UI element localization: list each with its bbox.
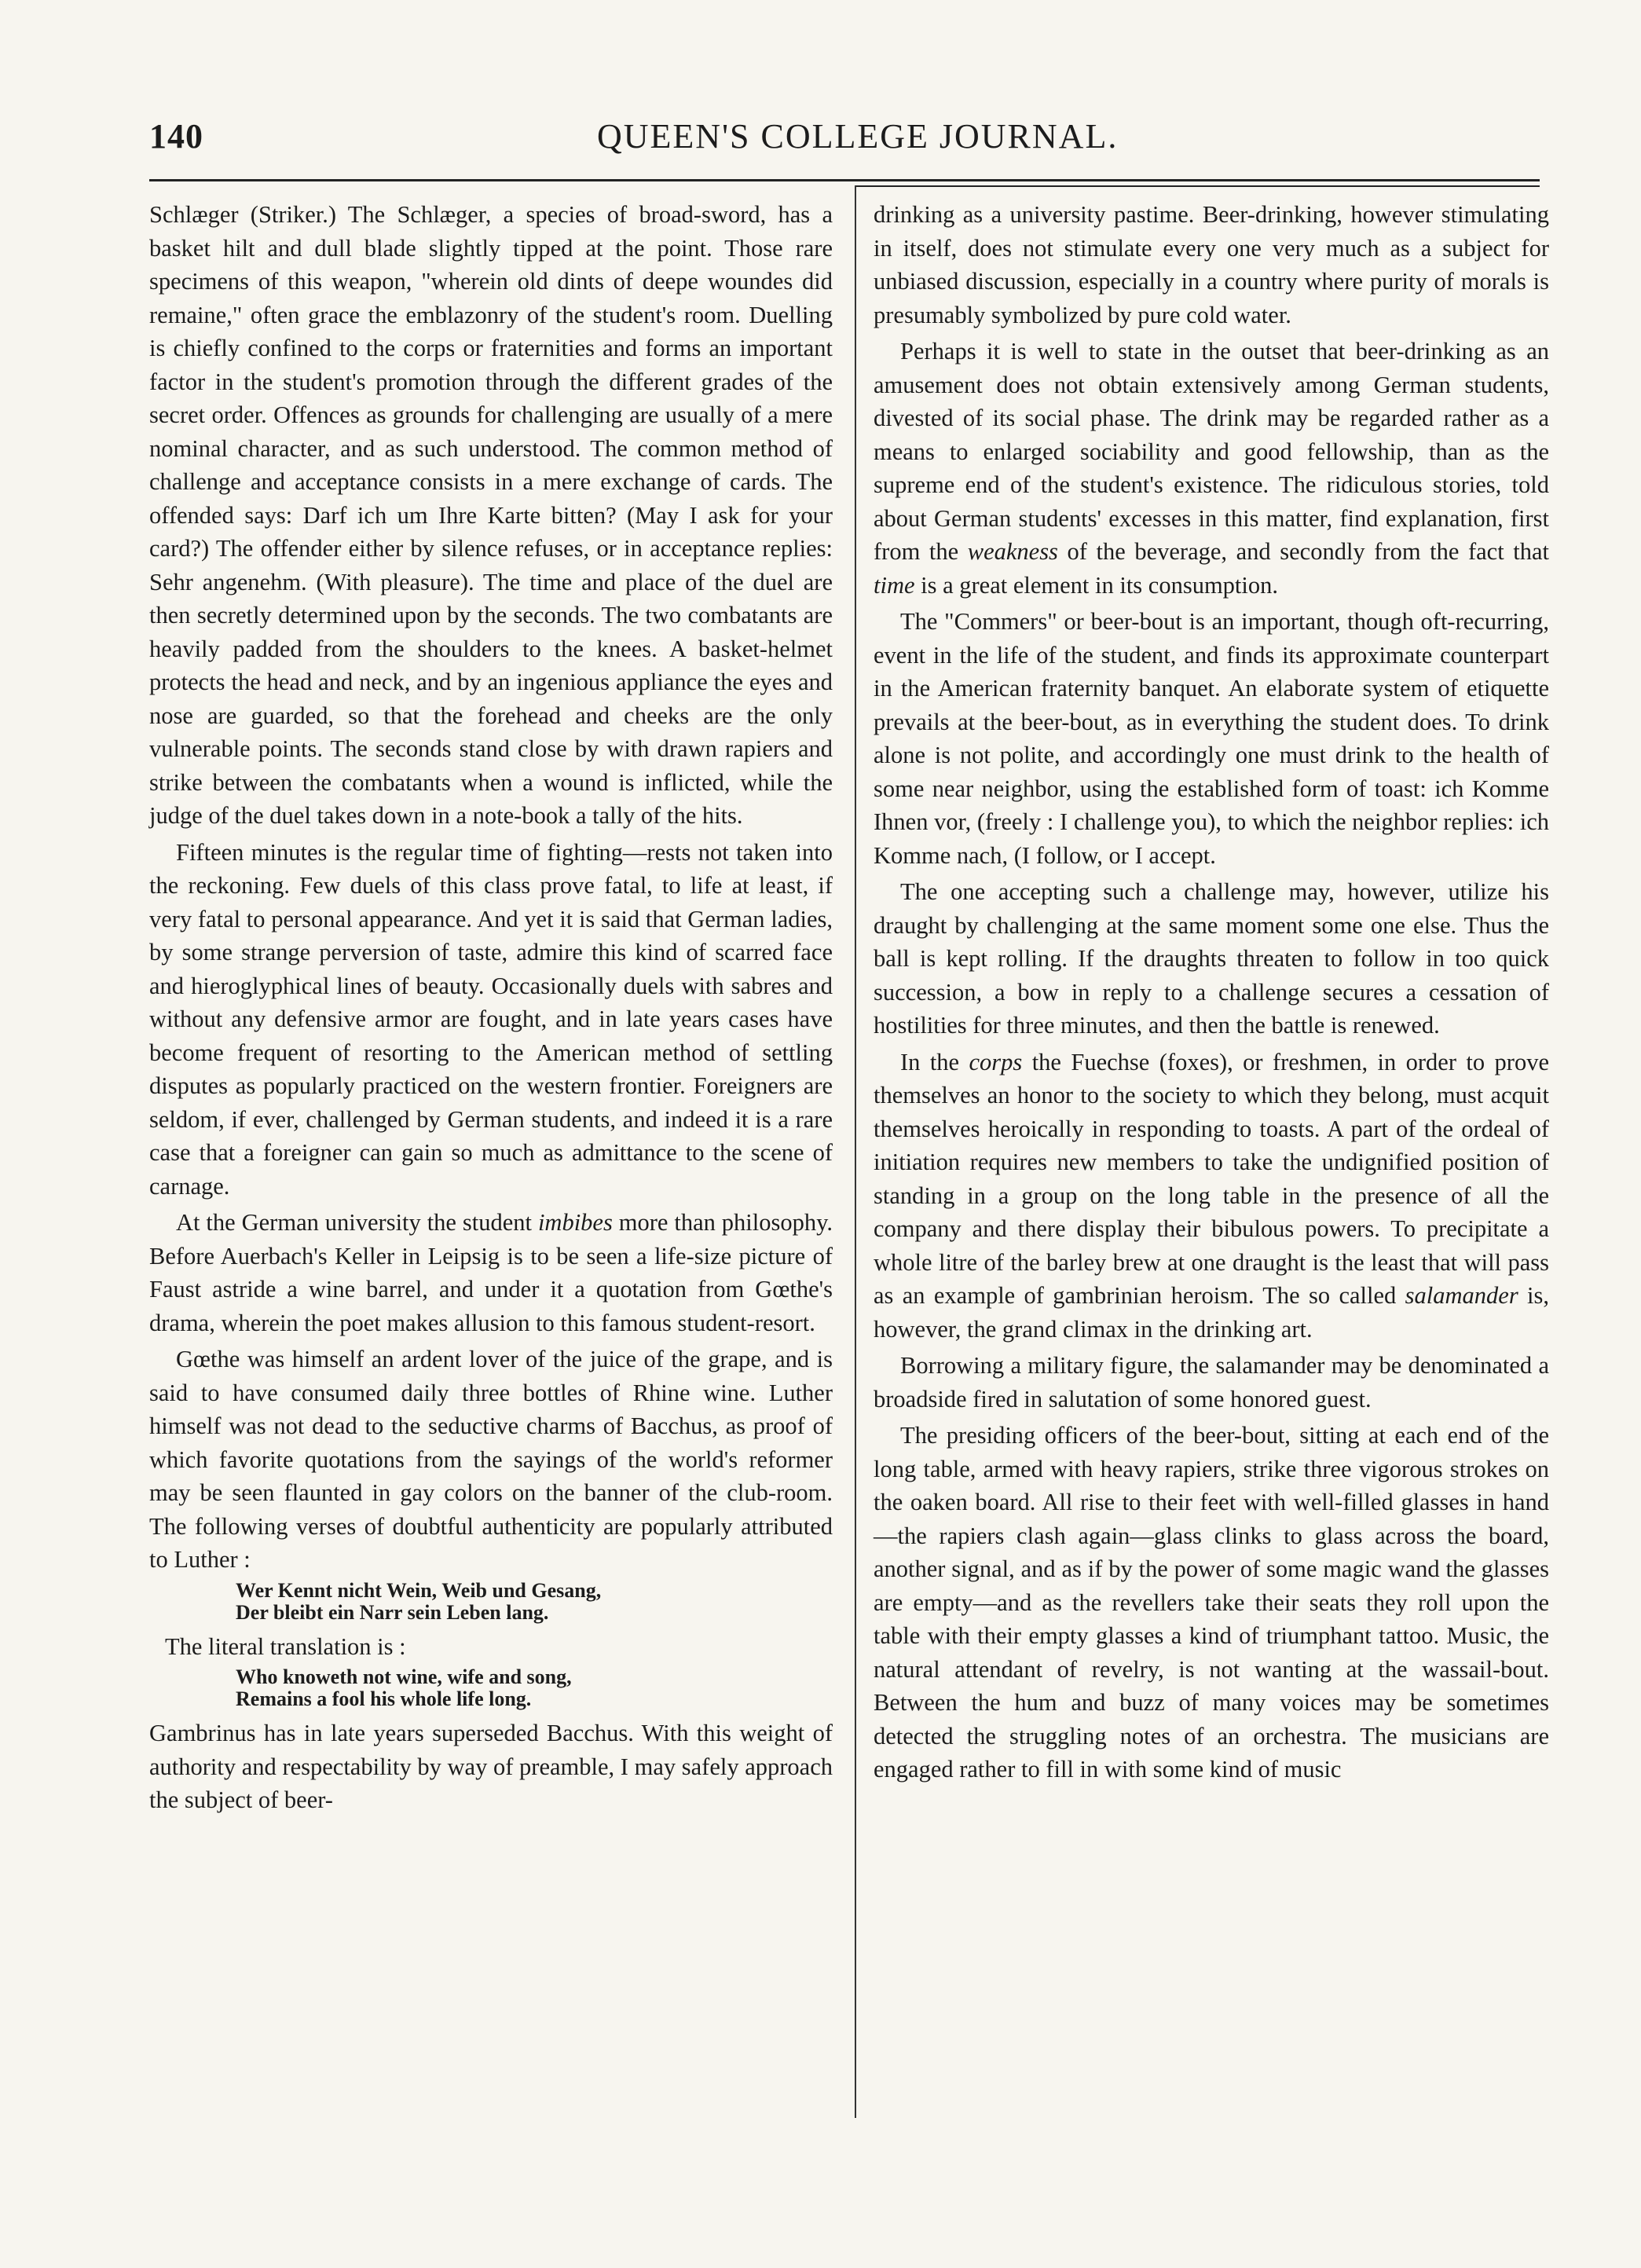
- header-rule-secondary: [856, 185, 1540, 187]
- paragraph-salamander: Borrowing a military figure, the salamander may be denominated a broadside fired in salutation of some honored guest.: [874, 1352, 1549, 1412]
- verse-line: Wer Kennt nicht Wein, Weib und Gesang,: [236, 1578, 602, 1602]
- emphasis-imbibes: imbibes: [537, 1209, 613, 1236]
- text-run: Perhaps it is well to state in the outset that beer-drinking as an amusement does not obtain extensively among German students, divested of its social phase. The drink may be regarded rather as a means to enlarged sociability and good fellowship, than as the supreme end of the student's existence. The ridiculous stories, told about German students' excesses in this matter, find explanation, first from the: [874, 338, 1549, 565]
- paragraph-gambrinus: Gambrinus has in late years superseded Bacchus. With this weight of authority and respectability by way of preamble, I may safely approach the subject of beer-: [149, 1720, 833, 1813]
- text-run: is a great element in its consumption.: [914, 571, 1279, 599]
- emphasis-weakness: weakness: [967, 538, 1058, 565]
- verse-line: Remains a fool his whole life long.: [236, 1687, 532, 1710]
- emphasis-salamander: salamander: [1405, 1282, 1518, 1309]
- header-rule: [149, 179, 1540, 181]
- paragraph-goethe-luther: Gœthe was himself an ardent lover of the juice of the grape, and is said to have consumed daily three bottles of Rhine wine. Luther himself was not dead to the seductive charms of Bacchus, as proof of which favorite quotations from the sayings of the world's reformer may be seen flaunted in gay colors on the banner of the club-room. The following verses of doubtful authenticity are popularly attributed to Luther :: [149, 1346, 833, 1573]
- text-run: more than philosophy. Before Auerbach's Keller in Leipsig is to be seen a life-size picture of Faust astride a wine barrel, and under it a quotation from Gœthe's drama, wherein the poet makes allusion to this famous student-resort.: [149, 1209, 833, 1336]
- paragraph-duel-weapon: Schlæger (Striker.) The Schlæger, a species of broad-sword, has a basket hilt and dull blade slightly tipped at the point. Those rare specimens of this weapon, "wherein old dints of deepe woundes did remaine," often grace the emblazonry of the student's room. Duelling is chiefly confined to the corps or fraternities and forms an important factor in the student's promotion through the different grades of the secret order. Offences as grounds for challenging are usually of a mere nominal character, and as such understood. The common method of challenge and acceptance consists in a mere exchange of cards. The offended says: Darf ich um Ihre Karte bitten? (May I ask for your card?) The offender either by silence refuses, or in acceptance replies: Sehr angenehm. (With pleasure). The time and place of the duel are then secretly determined upon by the seconds. The two combatants are heavily padded from the shoulders to the knees. A basket-helmet protects the head and neck, and by an ingenious appliance the eyes and nose are guarded, so that the forehead and cheeks are the only vulnerable points. The seconds stand close by with drawn rapiers and strike between the combatants when a wound is inflicted, while the judge of the duel takes down in a note-book a tally of the hits.: [149, 201, 833, 829]
- right-column: [874, 198, 1549, 1790]
- text-run: At the German university the student: [176, 1209, 538, 1236]
- paragraph-auerbach: [149, 1206, 833, 1339]
- journal-title: QUEEN'S COLLEGE JOURNAL.: [597, 117, 1119, 156]
- paragraph-beer-sociability: [874, 335, 1549, 602]
- verse-line: Who knoweth not wine, wife and song,: [236, 1665, 572, 1688]
- paragraph-commers: The "Commers" or beer-bout is an important, though oft-recurring, event in the life of the student, and finds its approximate counterpart in the American fraternity banquet. An elaborate system of etiquette prevails at the beer-bout, as in everything the student does. To drink alone is not polite, and accordingly one must drink to the health of some near neighbor, using the established form of toast: ich Komme Ihnen vor, (freely : I challenge you), to which the neighbor replies: ich Komme nach, (I follow, or I accept.: [874, 608, 1549, 869]
- emphasis-corps: corps: [969, 1048, 1023, 1075]
- paragraph-challenge: The one accepting such a challenge may, however, utilize his draught by challenging at the same moment some one else. Thus the ball is kept rolling. If the draughts threaten to follow in too quick succession, a bow in reply to a challenge secures a cessation of hostilities for three minutes, and then the battle is renewed.: [874, 878, 1549, 1039]
- paragraph-corps: [874, 1046, 1549, 1347]
- text-run: of the beverage, and secondly from the fact that: [1057, 538, 1549, 565]
- paragraph-duel-duration: Fifteen minutes is the regular time of fighting—rests not taken into the reckoning. Few duels of this class prove fatal, to life at least, if very fatal to personal appearance. And yet it is said that German ladies, by some strange perversion of taste, admire this kind of scarred face and hieroglyphical lines of beauty. Occasionally duels with sabres and without any defensive armor are fought, and in late years cases have become frequent of resorting to the American method of settling disputes as popularly practiced on the western frontier. Foreigners are seldom, if ever, challenged by German students, and indeed it is a rare case that a foreigner can gain so much as admittance to the scene of carnage.: [149, 838, 833, 1200]
- text-run: In the: [900, 1048, 969, 1075]
- english-verse: [236, 1666, 833, 1710]
- text-run: is, however, the grand climax in the drinking art.: [874, 1282, 1550, 1343]
- translation-intro: The literal translation is :: [165, 1632, 406, 1660]
- german-verse: [236, 1580, 833, 1624]
- text-run: the Fuechse (foxes), or freshmen, in order to prove themselves an honor to the society to which they belong, must acquit themselves heroically in responding to toasts. A part of the ordeal of initiation requires new members to take the undignified position of standing in a group on the long table in the presence of all the company and there display their bibulous powers. To precipitate a whole litre of the barley brew at one draught is the least that will pass as an example of gambrinian heroism. The so called: [874, 1048, 1550, 1309]
- paragraph-beer-bout-ritual: The presiding officers of the beer-bout, sitting at each end of the long table, armed with heavy rapiers, strike three vigorous strokes on the oaken board. All rise to their feet with well-filled glasses in hand—the rapiers clash again—glass clinks to glass across the board, another signal, and as if by the power of some magic wand the glasses are empty—and as the revellers take their seats they roll upon the table with their empty glasses a kind of triumphant tattoo. Music, the natural attendant of revelry, is not wanting at the wassail-bout. Between the hum and buzz of many voices may be sometimes detected the struggling notes of an orchestra. The musicians are engaged rather to fill in with some kind of music: [874, 1422, 1549, 1783]
- verse-line: Der bleibt ein Narr sein Leben lang.: [236, 1600, 549, 1624]
- left-column: [149, 198, 833, 1820]
- page-number: 140: [149, 117, 203, 156]
- column-divider: [855, 185, 856, 2118]
- paragraph-beer-pastime: drinking as a university pastime. Beer-drinking, however stimulating in itself, does not stimulate every one very much as a subject for unbiased discussion, especially in a country where purity of morals is presumably symbolized by pure cold water.: [874, 201, 1549, 328]
- emphasis-time: time: [874, 571, 915, 599]
